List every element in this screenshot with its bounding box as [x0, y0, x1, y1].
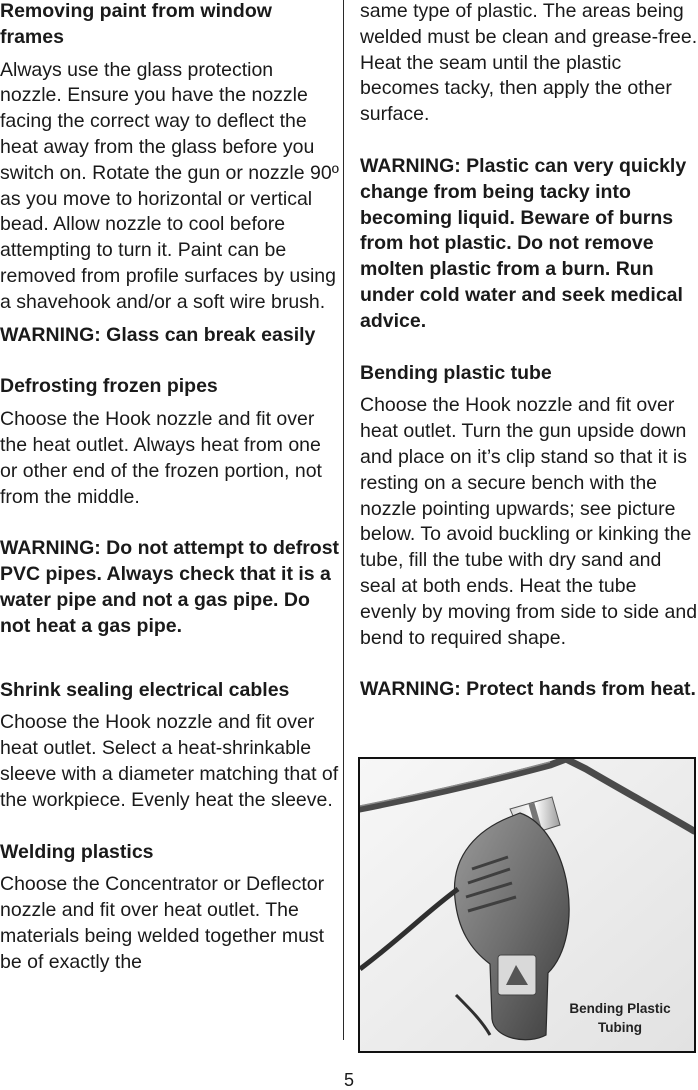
section-heading-defrosting-pipes: Defrosting frozen pipes: [0, 375, 218, 398]
section-heading-shrink-sealing: Shrink sealing electrical cables: [0, 678, 290, 701]
section-body-defrosting-pipes: Choose the Hook nozzle and fit over the heat outlet. Always heat from one or other end of the frozen portion, not from the middle.: [0, 408, 322, 508]
page-number: 5: [343, 1070, 354, 1090]
warning-pvc-pipes: WARNING: Do not attempt to defrost PVC pipes. Always check that it is a water pipe and not a gas pipe. Do not heat a gas pipe.: [0, 537, 340, 637]
section-heading-bending-tube: Bending plastic tube: [360, 361, 552, 384]
section-heading-removing-paint: Removing paint from window frames: [0, 0, 272, 48]
section-body-removing-paint: Always use the glass protection nozzle. Ensure you have the nozzle facing the correct way to deflect the heat away from the glass before you switch on. Rotate the gun or nozzle 90º as you move to horizontal or vertical bead. Allow nozzle to cool before attempting to turn it. Paint can be removed from profile surfaces by using a shavehook and/or a soft wire brush.: [0, 58, 339, 313]
section-body-bending-tube: Choose the Hook nozzle and fit over heat outlet. Turn the gun upside down and place on it’s clip stand so that it is resting on a secure bench with the nozzle pointing upwards; see picture below. To avoid buckling or kinking the tube, fill the tube with dry sand and seal at both ends. Heat the tube evenly by moving from side to side and bend to required shape.: [360, 394, 698, 649]
section-body-welding-plastics: Choose the Concentrator or Deflector nozzle and fit over heat outlet. The materials being welded together must be of exactly the: [0, 873, 325, 973]
warning-protect-hands: WARNING: Protect hands from heat.: [360, 678, 696, 701]
left-column: [0, 0, 340, 976]
warning-glass: WARNING: Glass can break easily: [0, 323, 316, 346]
figure-caption: Bending Plastic Tubing: [569, 1001, 671, 1035]
section-body-welding-continued: same type of plastic. The areas being welded must be clean and grease-free. Heat the seam until the plastic becomes tacky, then apply the other surface.: [360, 0, 698, 126]
right-column: [360, 0, 698, 703]
section-body-shrink-sealing: Choose the Hook nozzle and fit over heat outlet. Select a heat-shrinkable sleeve with a diameter matching that of the workpiece. Evenly heat the sleeve.: [0, 711, 339, 811]
section-heading-welding-plastics: Welding plastics: [0, 840, 154, 863]
bending-plastic-tubing-figure: [358, 757, 696, 1053]
warning-hot-plastic: WARNING: Plastic can very quickly change from being tacky into becoming liquid. Beware of burns from hot plastic. Do not remove molten plastic from a burn. Run under cold water and seek medical advice.: [360, 154, 687, 332]
column-divider: [343, 0, 344, 1040]
